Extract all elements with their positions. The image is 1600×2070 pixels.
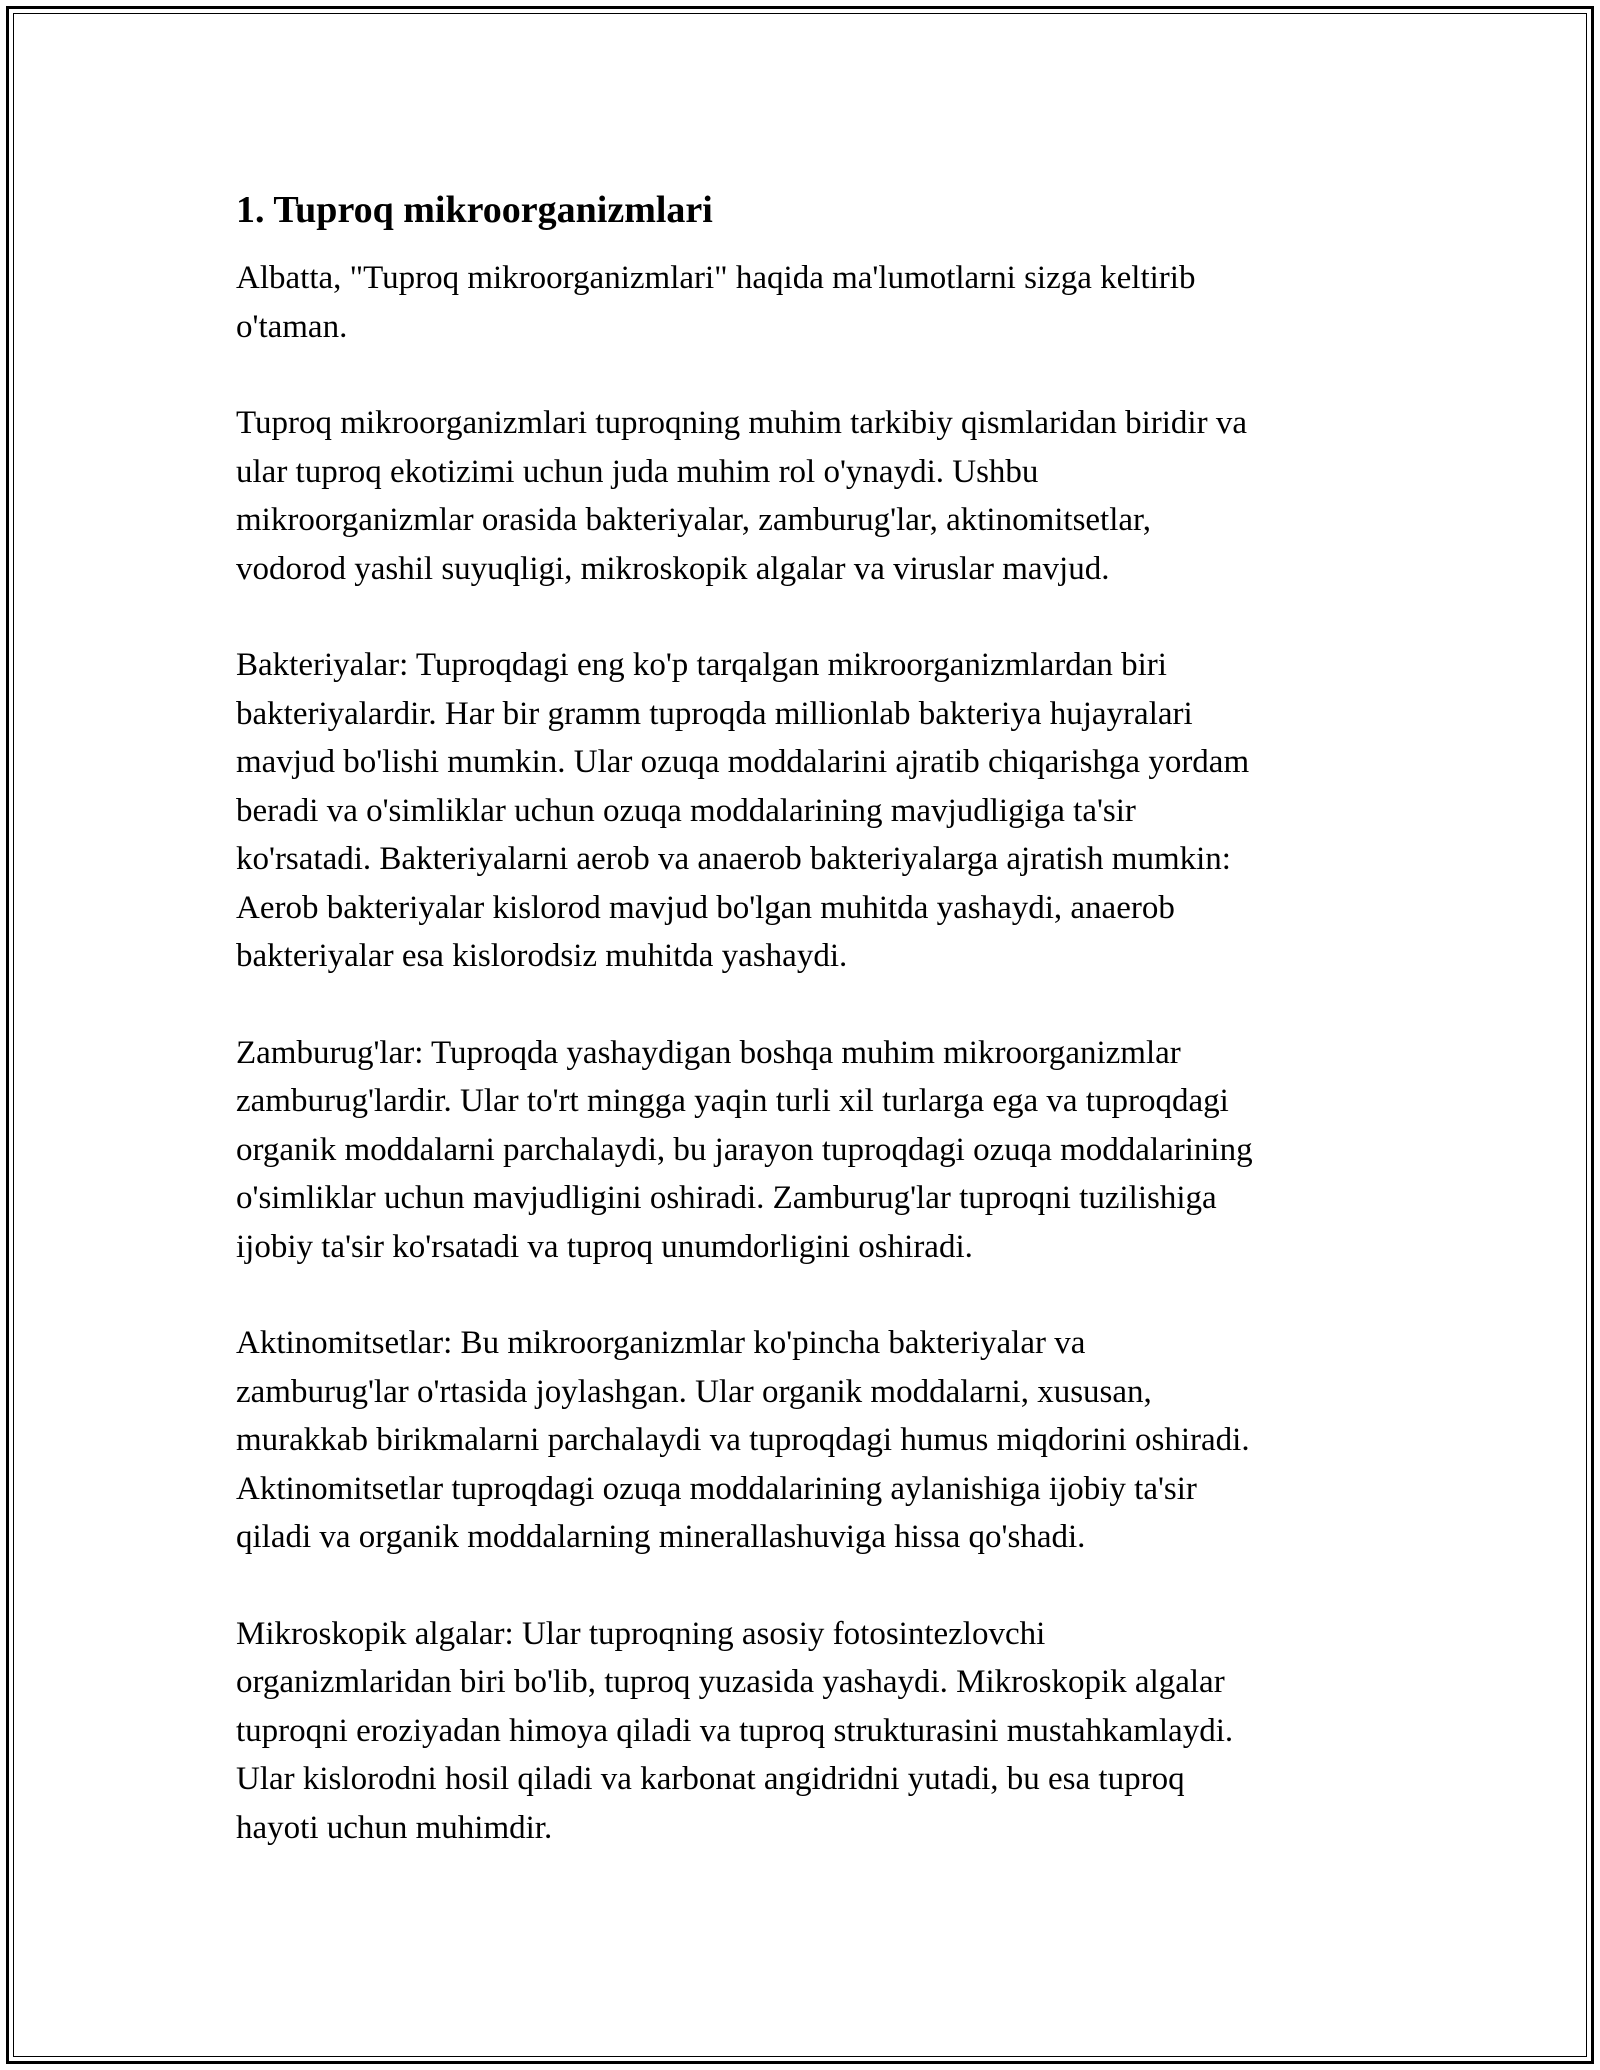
text-line: hayoti uchun muhimdir. xyxy=(236,1809,553,1846)
text-line: o'simliklar uchun mavjudligini oshiradi. Zamburug'lar tuproqni tuzilishiga xyxy=(236,1180,1217,1216)
text-line: ko'rsatadi. Bakteriyalarni aerob va anaerob bakteriyalarga ajratish mumkin: xyxy=(236,841,1231,877)
paragraph-overview xyxy=(236,399,1386,593)
paragraph-bacteria xyxy=(236,641,1386,981)
text-line: zamburug'lardir. Ular to'rt mingga yaqin turli xil turlarga ega va tuproqdagi xyxy=(236,1083,1229,1119)
text-line: o'taman. xyxy=(236,308,348,345)
paragraph-intro xyxy=(236,254,1386,351)
text-line: vodorod yashil suyuqligi, mikroskopik algalar va viruslar mavjud. xyxy=(236,550,1110,587)
text-line: zamburug'lar o'rtasida joylashgan. Ular organik moddalarni, xususan, xyxy=(236,1373,1152,1410)
text-line: organizmlaridan biri bo'lib, tuproq yuzasida yashaydi. Mikroskopik algalar xyxy=(236,1664,1225,1700)
paragraph-algae xyxy=(236,1610,1386,1853)
document-body xyxy=(236,186,1386,1900)
text-line: ular tuproq ekotizimi uchun juda muhim rol o'ynaydi. Ushbu xyxy=(236,453,1039,490)
text-line: Aerob bakteriyalar kislorod mavjud bo'lgan muhitda yashaydi, anaerob xyxy=(236,889,1175,926)
text-line: Bakteriyalar: Tuproqdagi eng ko'p tarqalgan mikroorganizmlardan biri xyxy=(236,647,1167,683)
text-line: Zamburug'lar: Tuproqda yashaydigan boshqa muhim mikroorganizmlar xyxy=(236,1034,1181,1071)
text-line: murakkab birikmalarni parchalaydi va tuproqdagi humus miqdorini oshiradi. xyxy=(236,1422,1250,1458)
text-line: qiladi va organik moddalarning minerallashuviga hissa qo'shadi. xyxy=(236,1519,1086,1555)
text-line: bakteriyalardir. Har bir gramm tuproqda millionlab bakteriya hujayralari xyxy=(236,695,1193,732)
text-line: mikroorganizmlar orasida bakteriyalar, zamburug'lar, aktinomitsetlar, xyxy=(236,502,1151,538)
text-line: Aktinomitsetlar tuproqdagi ozuqa moddalarining aylanishiga ijobiy ta'sir xyxy=(236,1470,1197,1507)
text-line: mavjud bo'lishi mumkin. Ular ozuqa moddalarini ajratib chiqarishga yordam xyxy=(236,744,1250,780)
text-line: bakteriyalar esa kislorodsiz muhitda yashaydi. xyxy=(236,938,848,974)
text-line: Mikroskopik algalar: Ular tuproqning asosiy fotosintezlovchi xyxy=(236,1615,1046,1652)
text-line: Aktinomitsetlar: Bu mikroorganizmlar ko'pincha bakteriyalar va xyxy=(236,1325,1086,1361)
text-line: tuproqni eroziyadan himoya qiladi va tuproq strukturasini mustahkamlaydi. xyxy=(236,1712,1234,1749)
text-line: Ular kislorodni hosil qiladi va karbonat angidridni yutadi, bu esa tuproq xyxy=(236,1761,1185,1797)
paragraph-fungi xyxy=(236,1029,1386,1272)
text-line: ijobiy ta'sir ko'rsatadi va tuproq unumdorligini oshiradi. xyxy=(236,1228,973,1265)
paragraph-actinomycetes xyxy=(236,1319,1386,1562)
text-line: Albatta, "Tuproq mikroorganizmlari" haqida ma'lumotlarni sizga keltirib xyxy=(236,260,1196,296)
text-line: beradi va o'simliklar uchun ozuqa moddalarining mavjudligiga ta'sir xyxy=(236,792,1136,829)
document-title: 1. Tuproq mikroorganizmlari xyxy=(236,189,713,231)
text-line: organik moddalarni parchalaydi, bu jarayon tuproqdagi ozuqa moddalarining xyxy=(236,1131,1253,1168)
text-line: Tuproq mikroorganizmlari tuproqning muhim tarkibiy qismlaridan biridir va xyxy=(236,405,1247,441)
